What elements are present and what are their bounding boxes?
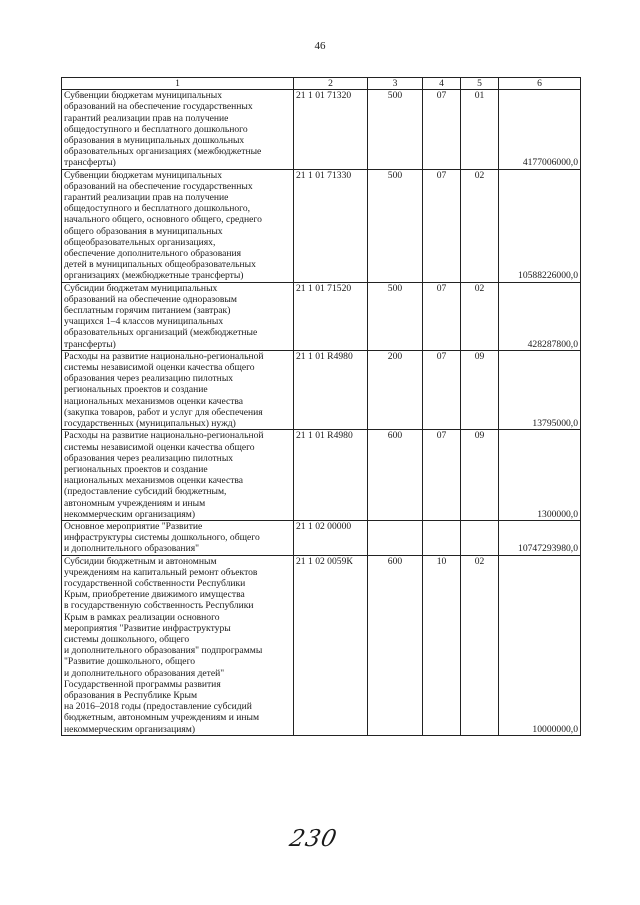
expense-type-code: 200 <box>368 350 423 429</box>
subsection-code: 09 <box>461 350 499 429</box>
section-code: 07 <box>423 169 461 282</box>
row-description: Расходы на развитие национально-региональной системы независимой оценки качества общего образования через реализацию пилотных региональных проектов и создание национальных механизмов оценки качества (предоставление субсидий бюджетным, автономным учреждениям и иным некоммерческим организациям) <box>62 430 294 521</box>
budget-table <box>61 77 581 736</box>
table-row <box>62 555 581 735</box>
amount-cell: 13795000,0 <box>499 350 581 429</box>
expense-type-code: 600 <box>368 555 423 735</box>
amount-cell: 4177006000,0 <box>499 90 581 169</box>
row-description: Субвенции бюджетам муниципальных образований на обеспечение государственных гарантий реализации прав на получение общедоступного и бесплатного дошкольного образования в муниципальных дошкольных образовательных организациях (межбюджетные трансферты) <box>62 90 294 169</box>
amount-cell: 1300000,0 <box>499 430 581 521</box>
column-header: 3 <box>368 78 423 90</box>
column-header: 5 <box>461 78 499 90</box>
row-description: Субсидии бюджетам муниципальных образований на обеспечение одноразовым бесплатным горячим питанием (завтрак) учащихся 1–4 классов муниципальных образовательных организаций (межбюджетные трансферты) <box>62 282 294 350</box>
section-code <box>423 520 461 555</box>
row-description: Расходы на развитие национально-региональной системы независимой оценки качества общего образования через реализацию пилотных региональных проектов и создание национальных механизмов оценки качества (закупка товаров, работ и услуг для обеспечения государственных (муниципальных) нужд) <box>62 350 294 429</box>
page-number: 46 <box>314 40 326 52</box>
table-row <box>62 430 581 521</box>
target-article-code: 21 1 01 71520 <box>294 282 368 350</box>
column-header: 6 <box>499 78 581 90</box>
target-article-code: 21 1 01 R4980 <box>294 350 368 429</box>
amount-cell: 10588226000,0 <box>499 169 581 282</box>
expense-type-code: 500 <box>368 169 423 282</box>
section-code: 10 <box>423 555 461 735</box>
expense-type-code <box>368 520 423 555</box>
amount-cell: 10000000,0 <box>499 555 581 735</box>
expense-type-code: 500 <box>368 282 423 350</box>
section-code: 07 <box>423 430 461 521</box>
target-article-code: 21 1 01 71320 <box>294 90 368 169</box>
amount-cell: 10747293980,0 <box>499 520 581 555</box>
expense-type-code: 600 <box>368 430 423 521</box>
row-description: Основное мероприятие "Развитие инфраструктуры системы дошкольного, общего и дополнительного образования" <box>62 520 294 555</box>
table-row <box>62 90 581 169</box>
section-code: 07 <box>423 282 461 350</box>
subsection-code: 02 <box>461 555 499 735</box>
table-row <box>62 350 581 429</box>
subsection-code <box>461 520 499 555</box>
column-header: 4 <box>423 78 461 90</box>
table-row <box>62 282 581 350</box>
row-description: Субсидии бюджетным и автономным учреждениям на капитальный ремонт объектов государственной собственности Республики Крым, приобретение движимого имущества в государственную собственность Республики Крым в рамках реализации основного мероприятия "Развитие инфраструктуры системы дошкольного, общего и дополнительного образования" подпрограммы "Развитие дошкольного, общего и дополнительного образования детей" Государственной программы развития образования в Республике Крым на 2016–2018 годы (предоставление субсидий бюджетным, автономным учреждениям и иным некоммерческим организациям) <box>62 555 294 735</box>
subsection-code: 01 <box>461 90 499 169</box>
section-code: 07 <box>423 90 461 169</box>
target-article-code: 21 1 02 00000 <box>294 520 368 555</box>
column-header: 1 <box>62 78 294 90</box>
column-header: 2 <box>294 78 368 90</box>
handwritten-page-number: 230 <box>287 826 340 852</box>
subsection-code: 02 <box>461 282 499 350</box>
amount-cell: 428287800,0 <box>499 282 581 350</box>
section-code: 07 <box>423 350 461 429</box>
table-header-row <box>62 78 581 90</box>
table-row <box>62 169 581 282</box>
target-article-code: 21 1 01 R4980 <box>294 430 368 521</box>
row-description: Субвенции бюджетам муниципальных образований на обеспечение государственных гарантий реализации прав на получение общедоступного и бесплатного дошкольного, начального общего, основного общего, среднего общего образования в муниципальных общеобразовательных организациях, обеспечение дополнительного образования детей в муниципальных общеобразовательных организациях (межбюджетные трансферты) <box>62 169 294 282</box>
subsection-code: 09 <box>461 430 499 521</box>
expense-type-code: 500 <box>368 90 423 169</box>
subsection-code: 02 <box>461 169 499 282</box>
target-article-code: 21 1 01 71330 <box>294 169 368 282</box>
table-row <box>62 520 581 555</box>
target-article-code: 21 1 02 0059К <box>294 555 368 735</box>
